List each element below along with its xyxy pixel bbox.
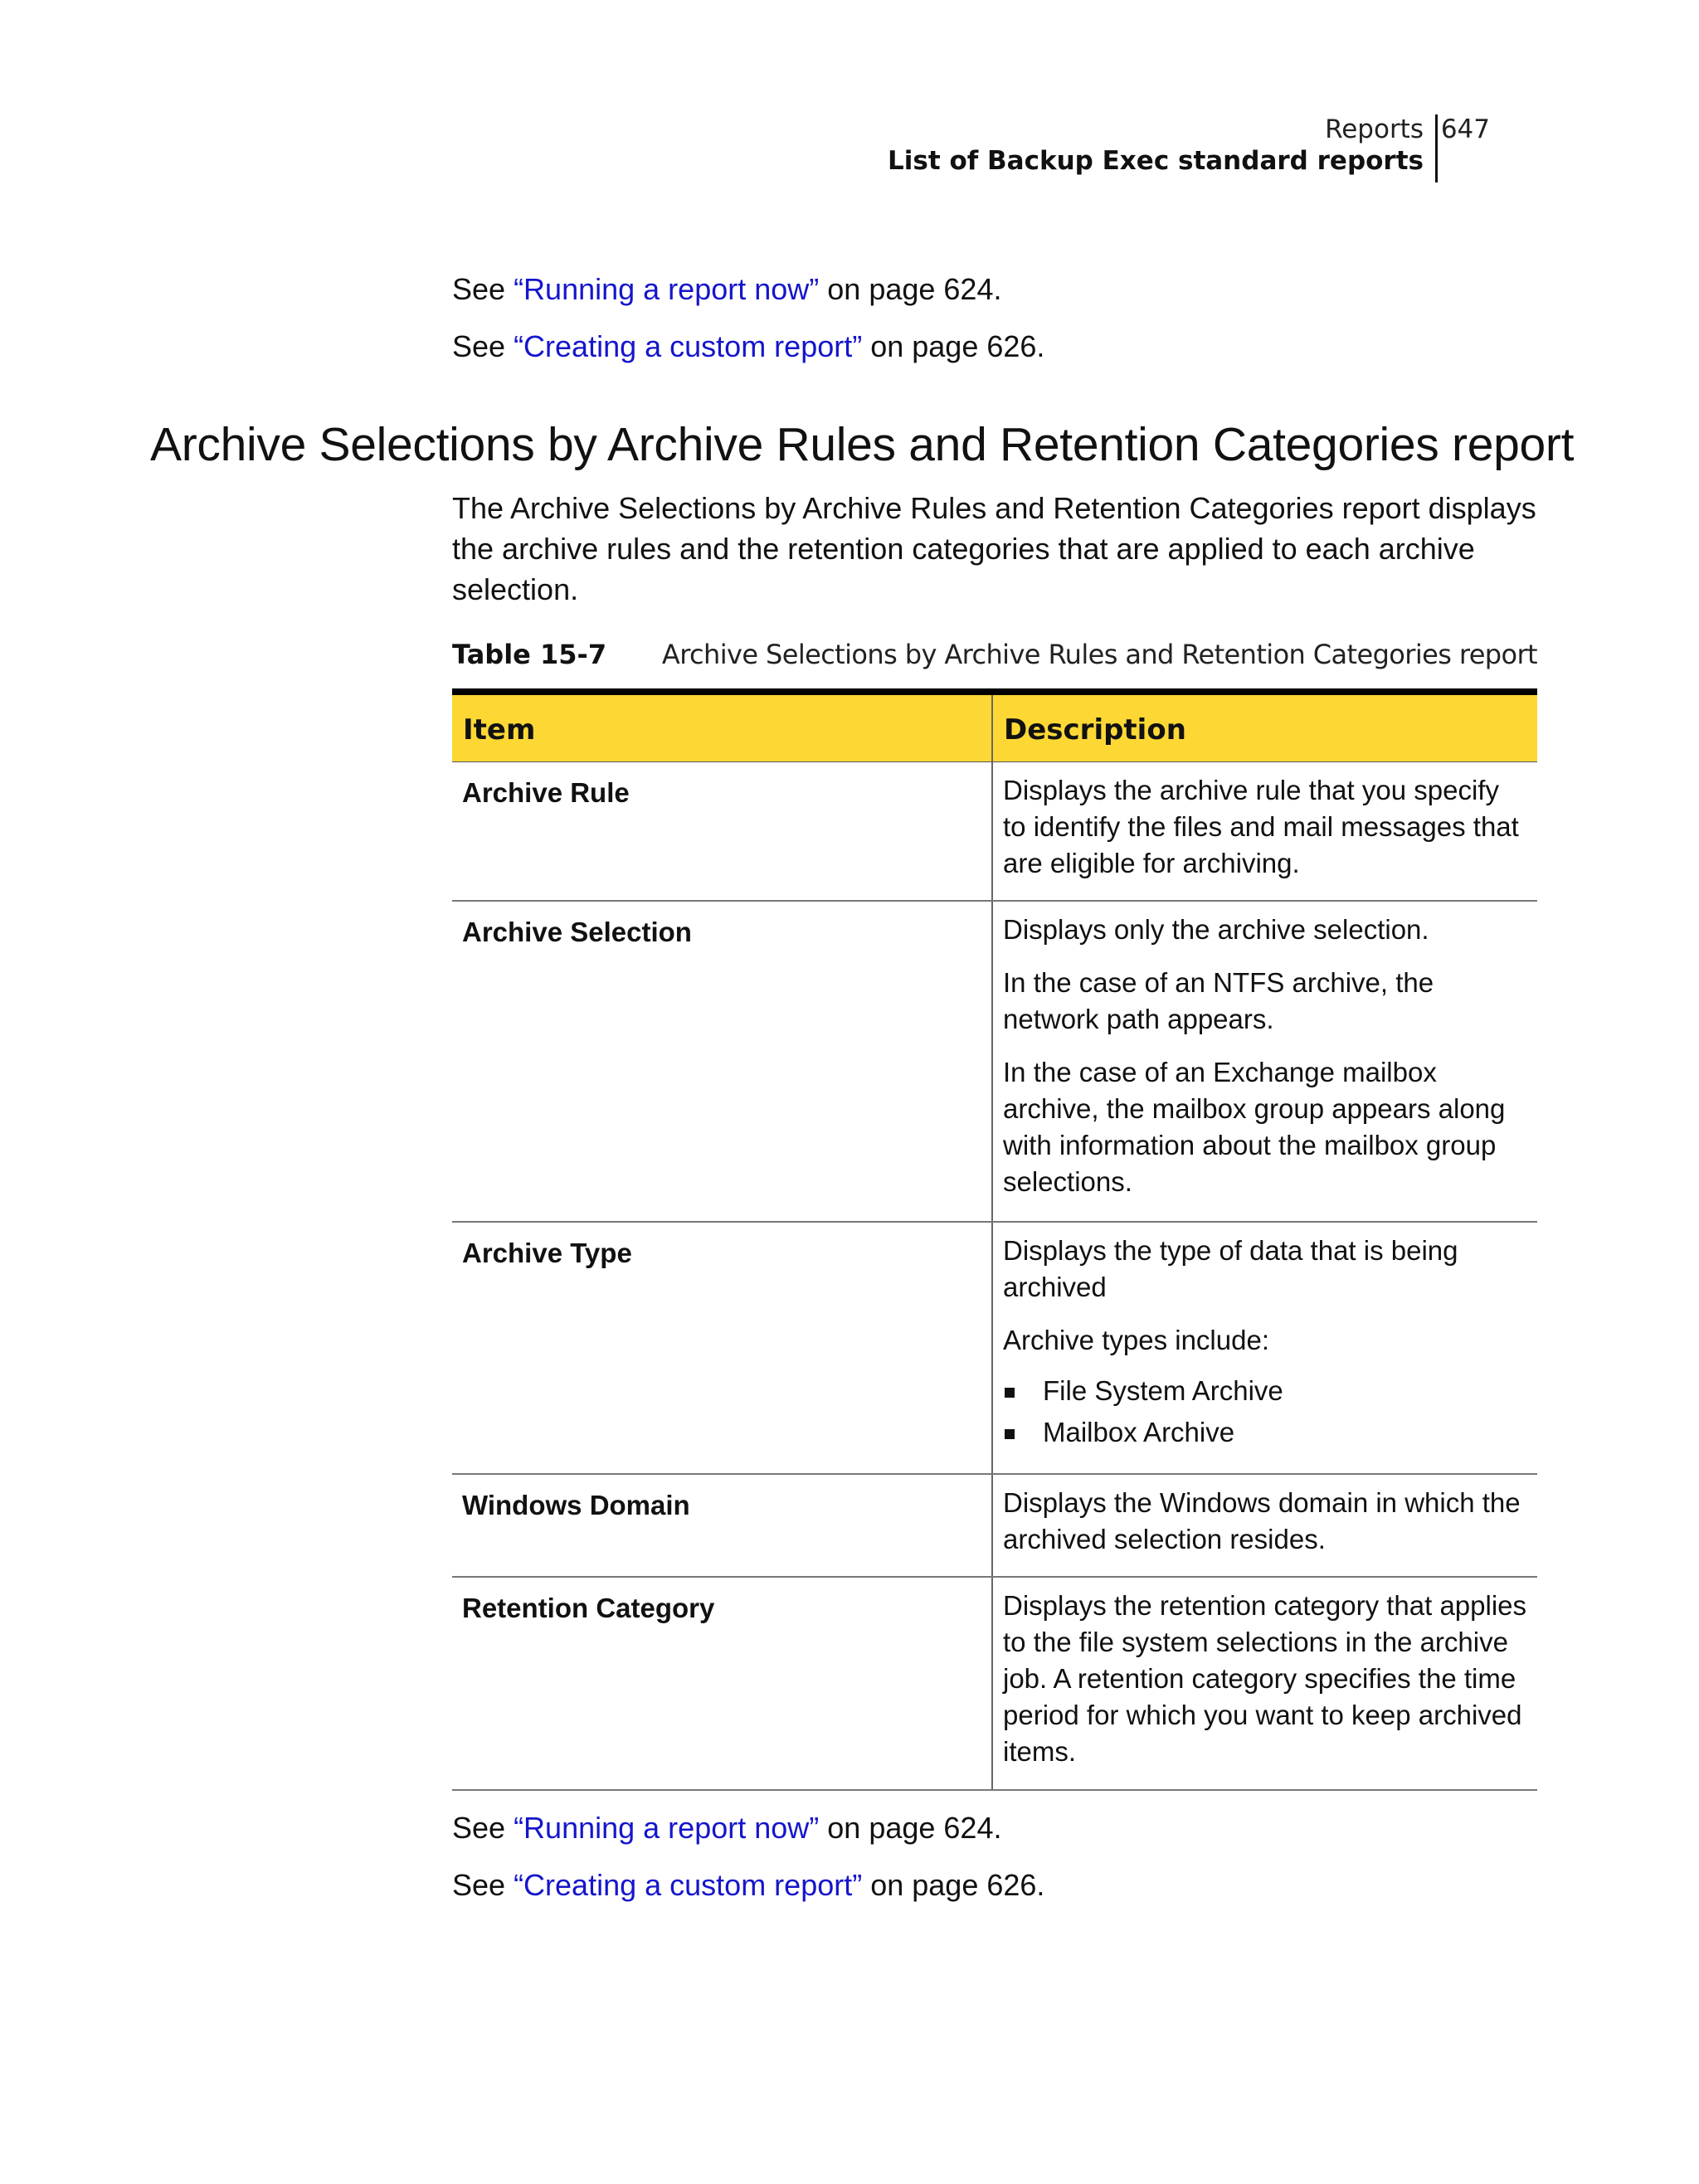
see-suffix: on page 626.	[862, 329, 1045, 363]
row-description	[993, 1578, 1537, 1789]
list-item	[1003, 1370, 1529, 1412]
see-also-line	[452, 1868, 1044, 1903]
square-bullet-icon	[1005, 1388, 1015, 1398]
row-description	[993, 902, 1537, 1221]
custom-report-link[interactable]: “Creating a custom report”	[514, 329, 863, 363]
see-prefix: See	[452, 329, 514, 363]
page-number: 647	[1440, 114, 1490, 144]
running-report-link[interactable]: “Running a report now”	[514, 272, 820, 306]
custom-report-link[interactable]: “Creating a custom report”	[514, 1868, 863, 1902]
table-row	[452, 902, 1537, 1223]
table-top-rule	[452, 688, 1537, 695]
table-row	[452, 1223, 1537, 1475]
header-divider	[1435, 114, 1438, 182]
see-suffix: on page 626.	[862, 1868, 1045, 1902]
section-heading: Archive Selections by Archive Rules and Retention Categories report	[150, 418, 1575, 471]
list-item	[1003, 1412, 1529, 1453]
see-also-line	[452, 272, 1001, 307]
see-suffix: on page 624.	[819, 272, 1002, 306]
see-prefix: See	[452, 1868, 514, 1902]
see-prefix: See	[452, 272, 514, 306]
running-report-link[interactable]: “Running a report now”	[514, 1811, 820, 1845]
row-item: Retention Category	[452, 1578, 993, 1789]
table-row	[452, 762, 1537, 902]
table-caption-title: Archive Selections by Archive Rules and Retention Categories report	[661, 639, 1537, 670]
table-caption-label: Table 15-7	[452, 639, 607, 670]
archive-type-list	[1003, 1370, 1529, 1453]
table-row	[452, 1475, 1537, 1578]
description-text: In the case of an NTFS archive, the network path appears.	[1003, 967, 1434, 1034]
description-text: Archive types include:	[1003, 1325, 1269, 1355]
column-header-item: Item	[452, 695, 993, 761]
description-text: Displays only the archive selection.	[1003, 914, 1429, 945]
table-header-row	[452, 695, 1537, 762]
see-also-line	[452, 1811, 1001, 1846]
table-row	[452, 1578, 1537, 1791]
header-subsection-title: List of Backup Exec standard reports	[888, 146, 1424, 176]
description-text: In the case of an Exchange mailbox archive, the mailbox group appears along with information about the mailbox group selections.	[1003, 1057, 1506, 1197]
row-item: Archive Selection	[452, 902, 993, 1221]
see-suffix: on page 624.	[819, 1811, 1002, 1845]
description-text: Displays the archive rule that you specify to identify the files and mail messages that are eligible for archiving.	[1003, 775, 1519, 878]
row-item: Archive Rule	[452, 762, 993, 900]
row-item: Windows Domain	[452, 1475, 993, 1576]
description-text: Displays the type of data that is being archived	[1003, 1235, 1458, 1302]
list-item-text: Mailbox Archive	[1043, 1417, 1235, 1447]
square-bullet-icon	[1005, 1429, 1015, 1439]
running-header	[856, 114, 1603, 182]
intro-paragraph: The Archive Selections by Archive Rules and Retention Categories report displays the archive rules and the retention categories that are applied to each archive selection.	[452, 491, 1536, 606]
see-also-line	[452, 329, 1044, 364]
description-text: Displays the Windows domain in which the archived selection resides.	[1003, 1487, 1521, 1554]
see-prefix: See	[452, 1811, 514, 1845]
list-item-text: File System Archive	[1043, 1375, 1283, 1406]
description-text: Displays the retention category that applies to the file system selections in the archive job. A retention category specifies the time period for which you want to keep archived items.	[1003, 1590, 1527, 1767]
row-description	[993, 1223, 1537, 1473]
column-header-description: Description	[1004, 713, 1186, 747]
report-items-table	[452, 688, 1537, 1791]
table-caption	[452, 639, 1537, 675]
row-description	[993, 1475, 1537, 1576]
header-section-title: Reports	[1325, 114, 1424, 144]
row-description	[993, 762, 1537, 900]
row-item: Archive Type	[452, 1223, 993, 1473]
